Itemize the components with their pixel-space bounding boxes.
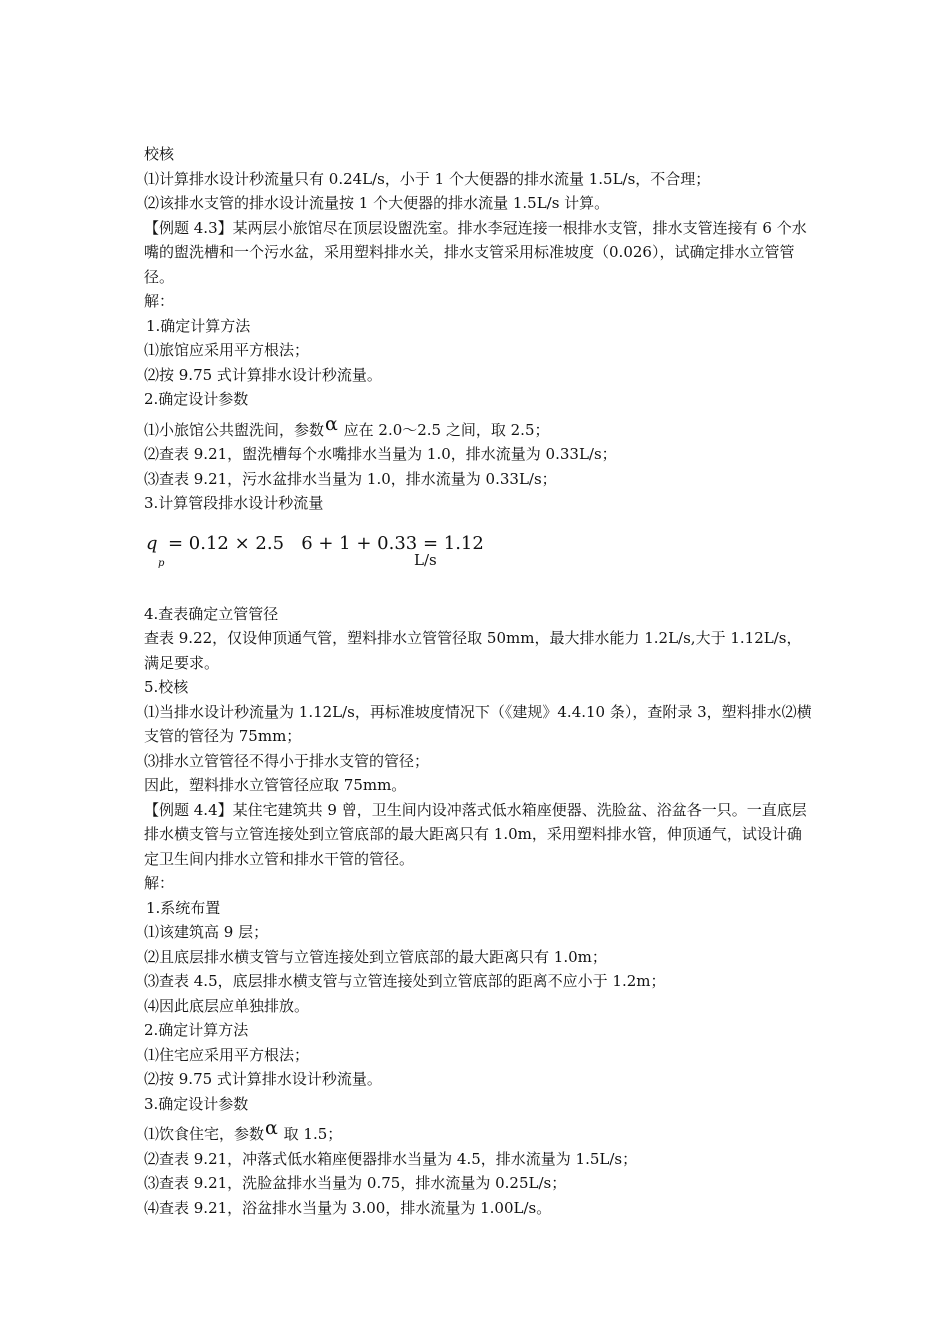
formula-expression: = 0.12 × 2.5 6 + 1 + 0.33 = 1.12 bbox=[168, 532, 484, 554]
alpha-parameter-line bbox=[144, 412, 812, 443]
text-line: ⑷因此底层应单独排放。 bbox=[144, 996, 310, 1015]
text-line: 因此，塑料排水立管管径应取 75mm。 bbox=[144, 776, 407, 794]
section-heading: 4.查表确定立管管径 bbox=[144, 604, 279, 623]
formula-subscript: p bbox=[158, 557, 165, 569]
section-heading: 2.确定计算方法 bbox=[144, 1021, 249, 1039]
flow-formula bbox=[144, 526, 812, 578]
text-line: 校核 bbox=[144, 145, 175, 163]
section-heading: 5.校核 bbox=[144, 678, 189, 696]
section-heading: 3.计算管段排水设计秒流量 bbox=[144, 494, 324, 512]
text-line: ⑶查表 9.21，污水盆排水当量为 1.0，排水流量为 0.33L/s； bbox=[144, 469, 557, 488]
alpha-line-after: 应在 2.0～2.5 之间，取 2.5； bbox=[338, 420, 550, 439]
example-4-4-paragraph: 【例题 4.4】某住宅建筑共 9 曾，卫生间内设冲落式低水箱座便器、洗脸盆、浴盆各一只。一直底层排水横支管与立管连接处到立管底部的最大距离只有 1.0m，采用塑料排水管，伸顶通气，试设计确定卫生间内排水立管和排水干管的管径。 bbox=[144, 800, 807, 868]
solution-label: 解： bbox=[144, 292, 175, 310]
text-line: ⑵按 9.75 式计算排水设计秒流量。 bbox=[144, 1070, 382, 1088]
text-line: ⑶查表 4.5，底层排水横支管与立管连接处到立管底部的距离不应小于 1.2m； bbox=[144, 972, 666, 990]
solution-label: 解： bbox=[144, 874, 175, 892]
text-line: ⑴当排水设计秒流量为 1.12L/s，再标准坡度情况下（《建规》4.4.10 条），查附录 3，塑料排水⑵横支管的管径为 75mm； bbox=[144, 702, 812, 745]
section-heading: 3.确定设计参数 bbox=[144, 1094, 249, 1113]
formula-unit: L/s bbox=[414, 550, 437, 569]
text-line: ⑵且底层排水横支管与立管连接处到立管底部的最大距离只有 1.0m； bbox=[144, 947, 607, 966]
text-line: ⑵该排水支管的排水设计流量按 1 个大便器的排水流量 1.5L/s 计算。 bbox=[144, 194, 610, 212]
section-heading: 1.系统布置 bbox=[146, 898, 221, 917]
text-line: ⑴该建筑高 9 层； bbox=[144, 923, 269, 941]
text-line: 查表 9.22，仅设伸顶通气管，塑料排水立管管径取 50mm，最大排水能力 1.2L/s,大于 1.12L/s，满足要求。 bbox=[144, 629, 802, 672]
alpha-symbol: α bbox=[265, 1117, 278, 1139]
alpha-line-before: ⑴小旅馆公共盥洗间，参数 bbox=[144, 420, 325, 439]
text-line: ⑵按 9.75 式计算排水设计秒流量。 bbox=[144, 365, 382, 384]
text-line: ⑶查表 9.21，洗脸盆排水当量为 0.75，排水流量为 0.25L/s； bbox=[144, 1174, 567, 1192]
section-heading: 1.确定计算方法 bbox=[146, 316, 251, 335]
alpha-line-after: 取 1.5； bbox=[278, 1125, 343, 1143]
text-line: ⑶排水立管管径不得小于排水支管的管径； bbox=[144, 751, 430, 770]
text-line: ⑵查表 9.21，盥洗槽每个水嘴排水当量为 1.0，排水流量为 0.33L/s； bbox=[144, 445, 617, 463]
formula-variable: q bbox=[146, 532, 158, 554]
text-line: ⑴住宅应采用平方根法； bbox=[144, 1045, 310, 1064]
alpha-line-before: ⑴饮食住宅，参数 bbox=[144, 1125, 265, 1143]
text-line: ⑴计算排水设计秒流量只有 0.24L/s，小于 1 个大便器的排水流量 1.5L/s，不合理； bbox=[144, 169, 711, 188]
document-body bbox=[144, 142, 812, 1220]
text-line: ⑵查表 9.21，冲落式低水箱座便器排水当量为 4.5，排水流量为 1.5L/s； bbox=[144, 1149, 638, 1168]
section-heading: 2.确定设计参数 bbox=[144, 390, 249, 408]
text-line: ⑴旅馆应采用平方根法； bbox=[144, 341, 310, 359]
example-4-3-paragraph: 【例题 4.3】某两层小旅馆尽在顶层设盥洗室。排水李冠连接一根排水支管，排水支管连接有 6 个水嘴的盥洗槽和一个污水盆，采用塑料排水关，排水支管采用标准坡度（0.026），试确定排水立管管径。 bbox=[144, 218, 807, 286]
alpha-symbol: α bbox=[325, 412, 338, 435]
text-line: ⑷查表 9.21，浴盆排水当量为 3.00，排水流量为 1.00L/s。 bbox=[144, 1198, 552, 1217]
alpha-parameter-line bbox=[144, 1116, 812, 1147]
